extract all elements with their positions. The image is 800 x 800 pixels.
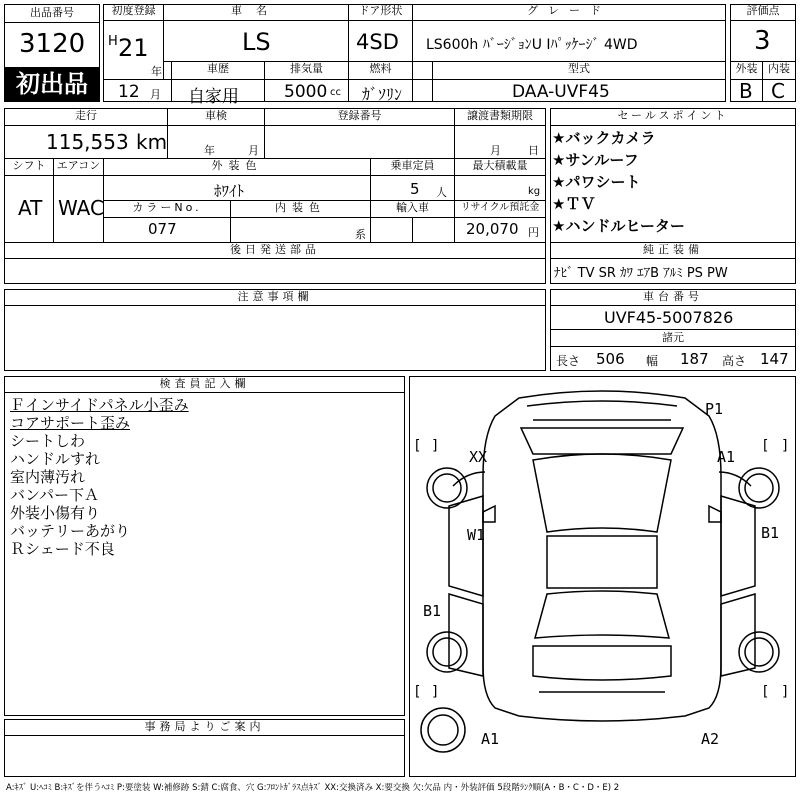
equipment-value: ﾅﾋﾞ TV SR ｶﾜ ｴｱB ｱﾙﾐ PS PW bbox=[554, 266, 728, 281]
model-code: DAA-UVF45 bbox=[512, 82, 610, 102]
era: H bbox=[108, 34, 118, 49]
ext-color: ﾎﾜｲﾄ bbox=[214, 182, 245, 200]
inspector-note: コアサポート歪み bbox=[10, 414, 131, 432]
recycle-value: 20,070 bbox=[466, 220, 519, 238]
insp-year-unit: 年 bbox=[204, 144, 215, 157]
notes-label: 注意事項欄 bbox=[237, 290, 313, 303]
inspection-label: 車検 bbox=[205, 109, 227, 122]
capacity-value: 5 bbox=[410, 180, 420, 198]
width-label: 幅 bbox=[646, 354, 659, 368]
svg-text:]: ] bbox=[431, 684, 440, 700]
int-label: 内装 bbox=[768, 62, 790, 75]
damage-mark: B1 bbox=[761, 524, 780, 542]
svg-text:]: ] bbox=[781, 438, 790, 454]
length-label: 長さ bbox=[556, 354, 581, 368]
disp-unit: cc bbox=[330, 87, 341, 98]
damage-mark: XX bbox=[469, 448, 488, 466]
capacity-label: 乗車定員 bbox=[390, 159, 435, 172]
transfer-day-unit: 日 bbox=[528, 144, 539, 157]
reg-number-label: 登録番号 bbox=[337, 109, 382, 122]
door-type: 4SD bbox=[356, 30, 399, 54]
ext-grade: B bbox=[739, 79, 753, 103]
load-unit: kg bbox=[528, 186, 541, 197]
damage-mark: P1 bbox=[705, 400, 724, 418]
int-grade: C bbox=[771, 79, 785, 103]
disp-label: 排気量 bbox=[290, 62, 323, 75]
damage-mark: B1 bbox=[423, 602, 442, 620]
first-reg-label: 初度登録 bbox=[111, 4, 156, 17]
car-diagram bbox=[409, 376, 796, 777]
width-value: 187 bbox=[680, 350, 709, 368]
grade: LS600h ﾊﾞｰｼﾞｮﾝU Iﾊﾟｯｹｰｼﾞ 4WD bbox=[426, 37, 638, 53]
reg-year: 21 bbox=[118, 34, 149, 62]
door-label: ドア形状 bbox=[358, 4, 403, 17]
ext-color-label: 外装色 bbox=[211, 159, 263, 172]
recycle-label: リサイクル預託金 bbox=[460, 202, 540, 213]
shift-value: AT bbox=[18, 196, 43, 220]
mileage-unit: km bbox=[136, 130, 168, 154]
model-label: 型式 bbox=[568, 62, 590, 75]
svg-text:]: ] bbox=[781, 684, 790, 700]
interior-unit: 系 bbox=[355, 228, 366, 241]
inspector-note: 室内薄汚れ bbox=[10, 468, 86, 486]
later-parts-label: 後日発送部品 bbox=[230, 243, 320, 256]
svg-text:[: [ bbox=[761, 684, 770, 700]
ac-value: WAC bbox=[58, 196, 104, 220]
insp-month-unit: 月 bbox=[248, 144, 259, 157]
svg-text:[: [ bbox=[413, 438, 422, 454]
footer-legend: A:ｷｽﾞ U:ﾍｺﾐ B:ｷｽﾞを伴うﾍｺﾐ P:要塗装 W:補修跡 S:錆 C:腐食、穴 G:ﾌﾛﾝﾄｶﾞﾗｽ点ｷｽﾞ XX:交換済み X:要交換 欠:欠品 内・外装評価 5段階ﾗﾝｸ順(A・B・C・D・E) 2 bbox=[6, 783, 620, 793]
ext-label: 外装 bbox=[735, 62, 758, 75]
month-unit: 月 bbox=[150, 88, 161, 101]
interior-color-label: 内装色 bbox=[275, 201, 326, 214]
sales-point: ★パワシート bbox=[552, 173, 641, 191]
inspector-note: ハンドルすれ bbox=[10, 450, 101, 468]
history: 自家用 bbox=[188, 87, 239, 107]
inspector-note: Ｒシェード不良 bbox=[10, 540, 115, 558]
mileage-label: 走行 bbox=[75, 109, 97, 122]
inspector-note: シートしわ bbox=[10, 432, 86, 450]
reg-month: 12 bbox=[118, 82, 140, 102]
sales-point: ★サンルーフ bbox=[552, 151, 639, 169]
sales-label: セールスポイント bbox=[617, 109, 729, 122]
height-label: 高さ bbox=[722, 354, 747, 368]
history-label: 車歴 bbox=[207, 62, 229, 75]
car-name: LS bbox=[242, 28, 271, 56]
transfer-label: 譲渡書類期限 bbox=[467, 109, 533, 122]
chassis-label: 車台番号 bbox=[643, 290, 703, 303]
sales-point: ★バックカメラ bbox=[552, 129, 656, 147]
dims-label: 諸元 bbox=[662, 331, 684, 344]
score-label: 評価点 bbox=[746, 4, 780, 17]
first-listing-badge: 初出品 bbox=[5, 67, 99, 101]
damage-mark: A1 bbox=[717, 448, 736, 466]
color-no: 077 bbox=[148, 220, 177, 238]
inspector-note: バッテリーあがり bbox=[10, 522, 131, 540]
lot-number: 3120 bbox=[19, 29, 86, 59]
inspector-note: 外装小傷有り bbox=[10, 504, 101, 522]
recycle-unit: 円 bbox=[528, 226, 539, 239]
score-value: 3 bbox=[754, 26, 771, 56]
import-label: 輸入車 bbox=[396, 201, 429, 214]
fuel: ｶﾞｿﾘﾝ bbox=[362, 85, 403, 104]
sales-point: ★ＴＶ bbox=[552, 195, 596, 213]
year-unit: 年 bbox=[151, 65, 162, 78]
capacity-unit: 人 bbox=[436, 186, 447, 199]
damage-mark: W1 bbox=[467, 526, 486, 544]
lot-box bbox=[4, 4, 100, 102]
transfer-month-unit: 月 bbox=[490, 144, 501, 157]
name-label: 車名 bbox=[231, 4, 281, 17]
lot-label: 出品番号 bbox=[30, 6, 74, 19]
inspector-label: 検査員記入欄 bbox=[159, 377, 250, 390]
length-value: 506 bbox=[596, 350, 625, 368]
color-no-label: カラーNo. bbox=[132, 201, 202, 214]
sales-point: ★ハンドルヒーター bbox=[552, 217, 685, 235]
grade-label: グレード bbox=[527, 4, 611, 17]
svg-text:[: [ bbox=[413, 684, 422, 700]
damage-mark: A2 bbox=[701, 730, 720, 748]
displacement: 5000 bbox=[284, 82, 328, 102]
svg-text:[: [ bbox=[761, 438, 770, 454]
mileage-value: 115,553 bbox=[46, 130, 129, 154]
inspector-note: Ｆインサイドパネル小歪み bbox=[10, 396, 189, 414]
damage-mark: A1 bbox=[481, 730, 500, 748]
chassis-number: UVF45-5007826 bbox=[604, 308, 734, 327]
fuel-label: 燃料 bbox=[369, 62, 392, 75]
ac-label: エアコン bbox=[56, 159, 101, 172]
shift-label: シフト bbox=[12, 159, 46, 172]
height-value: 147 bbox=[760, 350, 789, 368]
office-label: 事務局よりご案内 bbox=[144, 720, 265, 733]
load-label: 最大積載量 bbox=[472, 159, 528, 172]
equipment-label: 純正装備 bbox=[643, 243, 703, 256]
svg-text:]: ] bbox=[431, 438, 440, 454]
inspector-note: バンパー下Ａ bbox=[10, 486, 99, 504]
